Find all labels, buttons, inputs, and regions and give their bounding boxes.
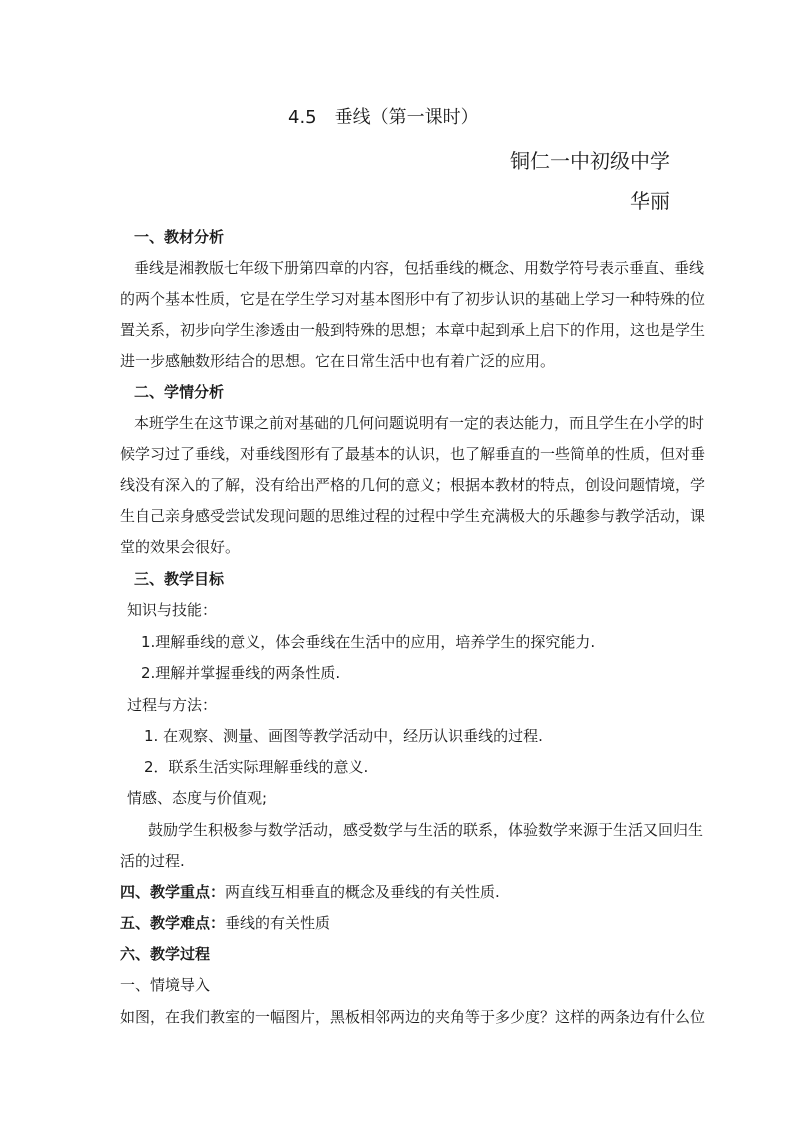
- section-5-text: 垂线的有关性质: [225, 914, 331, 932]
- section-2-line-2: 候学习过了垂线，对垂线图形有了最基本的认识，也了解垂直的一些简单的性质，但对垂: [120, 445, 706, 463]
- section-4: [120, 882, 500, 902]
- section-6-text: 如图，在我们教室的一幅图片，黑板相邻两边的夹角等于多少度？这样的两条边有什么位: [120, 1008, 706, 1026]
- section-2-line-4: 生自己亲身感受尝试发现问题的思维过程的过程中学生充满极大的乐趣参与教学活动，课: [120, 507, 706, 525]
- section-6-heading: 六、教学过程: [120, 945, 211, 963]
- section-1-line-2: 的两个基本性质，它是在学生学习对基本图形中有了初步认识的基础上学习一种特殊的位: [120, 290, 706, 308]
- section-2-heading: 二、学情分析: [134, 383, 225, 401]
- section-1-line-1: 垂线是湘教版七年级下册第四章的内容，包括垂线的概念、用数学符号表示垂直、垂线: [134, 259, 705, 277]
- section-2-line-3: 线没有深入的了解，没有给出严格的几何的意义；根据本教材的特点，创设问题情境，学: [120, 476, 706, 494]
- title-number: 4.5: [288, 107, 317, 128]
- emotion-line-2: 活的过程.: [120, 852, 185, 870]
- section-4-heading: 四、教学重点：: [120, 883, 226, 901]
- section-6-sub: 一、情境导入: [120, 976, 211, 994]
- knowledge-label: 知识与技能：: [127, 601, 218, 619]
- process-label: 过程与方法：: [127, 696, 218, 714]
- section-1-line-4: 进一步感触数形结合的思想。它在日常生活中也有着广泛的应用。: [120, 352, 556, 370]
- process-item-1: 1. 在观察、测量、画图等教学活动中，经历认识垂线的过程.: [144, 727, 543, 745]
- section-4-text: 两直线互相垂直的概念及垂线的有关性质.: [225, 883, 500, 901]
- title-text: 垂线（第一课时）: [334, 107, 479, 128]
- section-5-heading: 五、教学难点：: [120, 914, 226, 932]
- section-2-line-1: 本班学生在这节课之前对基础的几何问题说明有一定的表达能力，而且学生在小学的时: [134, 414, 705, 432]
- section-1-heading: 一、教材分析: [134, 228, 225, 246]
- section-1-line-3: 置关系，初步向学生渗透由一般到特殊的思想；本章中起到承上启下的作用，这也是学生: [120, 321, 706, 339]
- section-5: [120, 913, 330, 933]
- author-name: 华丽: [630, 189, 670, 213]
- section-2-line-5: 堂的效果会很好。: [120, 538, 241, 556]
- process-item-2: 2．联系生活实际理解垂线的意义.: [144, 758, 369, 776]
- section-3-heading: 三、教学目标: [134, 570, 225, 588]
- emotion-label: 情感、态度与价值观;: [127, 789, 268, 807]
- knowledge-item-1: 1.理解垂线的意义，体会垂线在生活中的应用，培养学生的探究能力.: [141, 633, 596, 651]
- knowledge-item-2: 2.理解并掌握垂线的两条性质.: [141, 664, 341, 682]
- page-title: [288, 106, 479, 130]
- emotion-line-1: 鼓励学生积极参与数学活动，感受数学与生活的联系，体验数学来源于生活又回归生: [148, 821, 704, 839]
- school-name: 铜仁一中初级中学: [510, 149, 670, 173]
